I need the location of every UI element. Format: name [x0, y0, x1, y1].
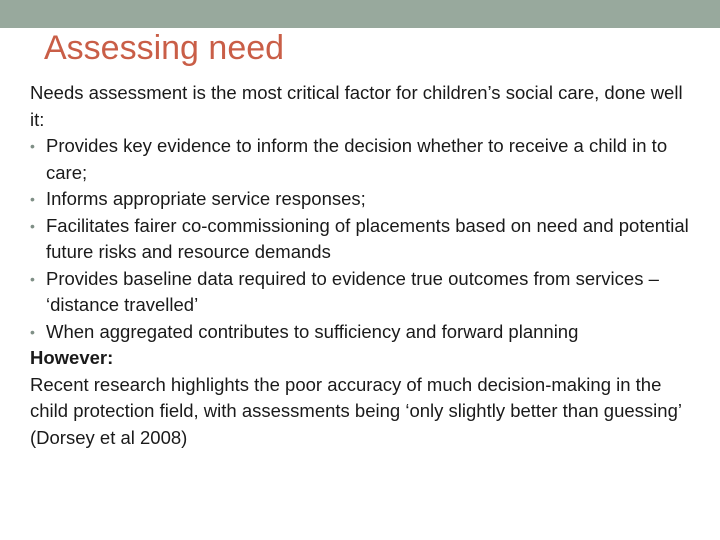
- intro-text: Needs assessment is the most critical factor for children’s social care, done well it:: [30, 82, 683, 130]
- bullet-item: [30, 266, 690, 319]
- bullet-list: [30, 133, 690, 345]
- bullet-item: [30, 186, 690, 213]
- slide-body: [30, 80, 690, 451]
- bullet-icon: •: [30, 217, 35, 234]
- top-accent-bar: [0, 0, 720, 28]
- bullet-text: Provides key evidence to inform the decision whether to receive a child in to care;: [46, 135, 668, 183]
- bullet-icon: •: [30, 191, 35, 207]
- bullet-item: [30, 133, 690, 186]
- bullet-text: Informs appropriate service responses;: [46, 188, 366, 209]
- bullet-icon: •: [30, 138, 35, 154]
- bullet-item: [30, 319, 690, 346]
- bullet-icon: •: [30, 323, 35, 340]
- bullet-icon: •: [30, 270, 35, 287]
- bullet-item: [30, 213, 690, 266]
- bullet-text: Provides baseline data required to evidence true outcomes from services – ‘distance travelled’: [46, 267, 659, 315]
- bullet-text: Facilitates fairer co-commissioning of placements based on need and potential future risks and resource demands: [46, 214, 689, 262]
- bullet-text: When aggregated contributes to sufficiency and forward planning: [46, 320, 579, 342]
- conclusion-text: Recent research highlights the poor accuracy of much decision-making in the child protection field, with assessments being ‘only slightly better than guessing’ (Dorsey et al 2008): [30, 373, 682, 448]
- slide-title: Assessing need: [44, 29, 285, 67]
- however-label: However:: [30, 347, 114, 368]
